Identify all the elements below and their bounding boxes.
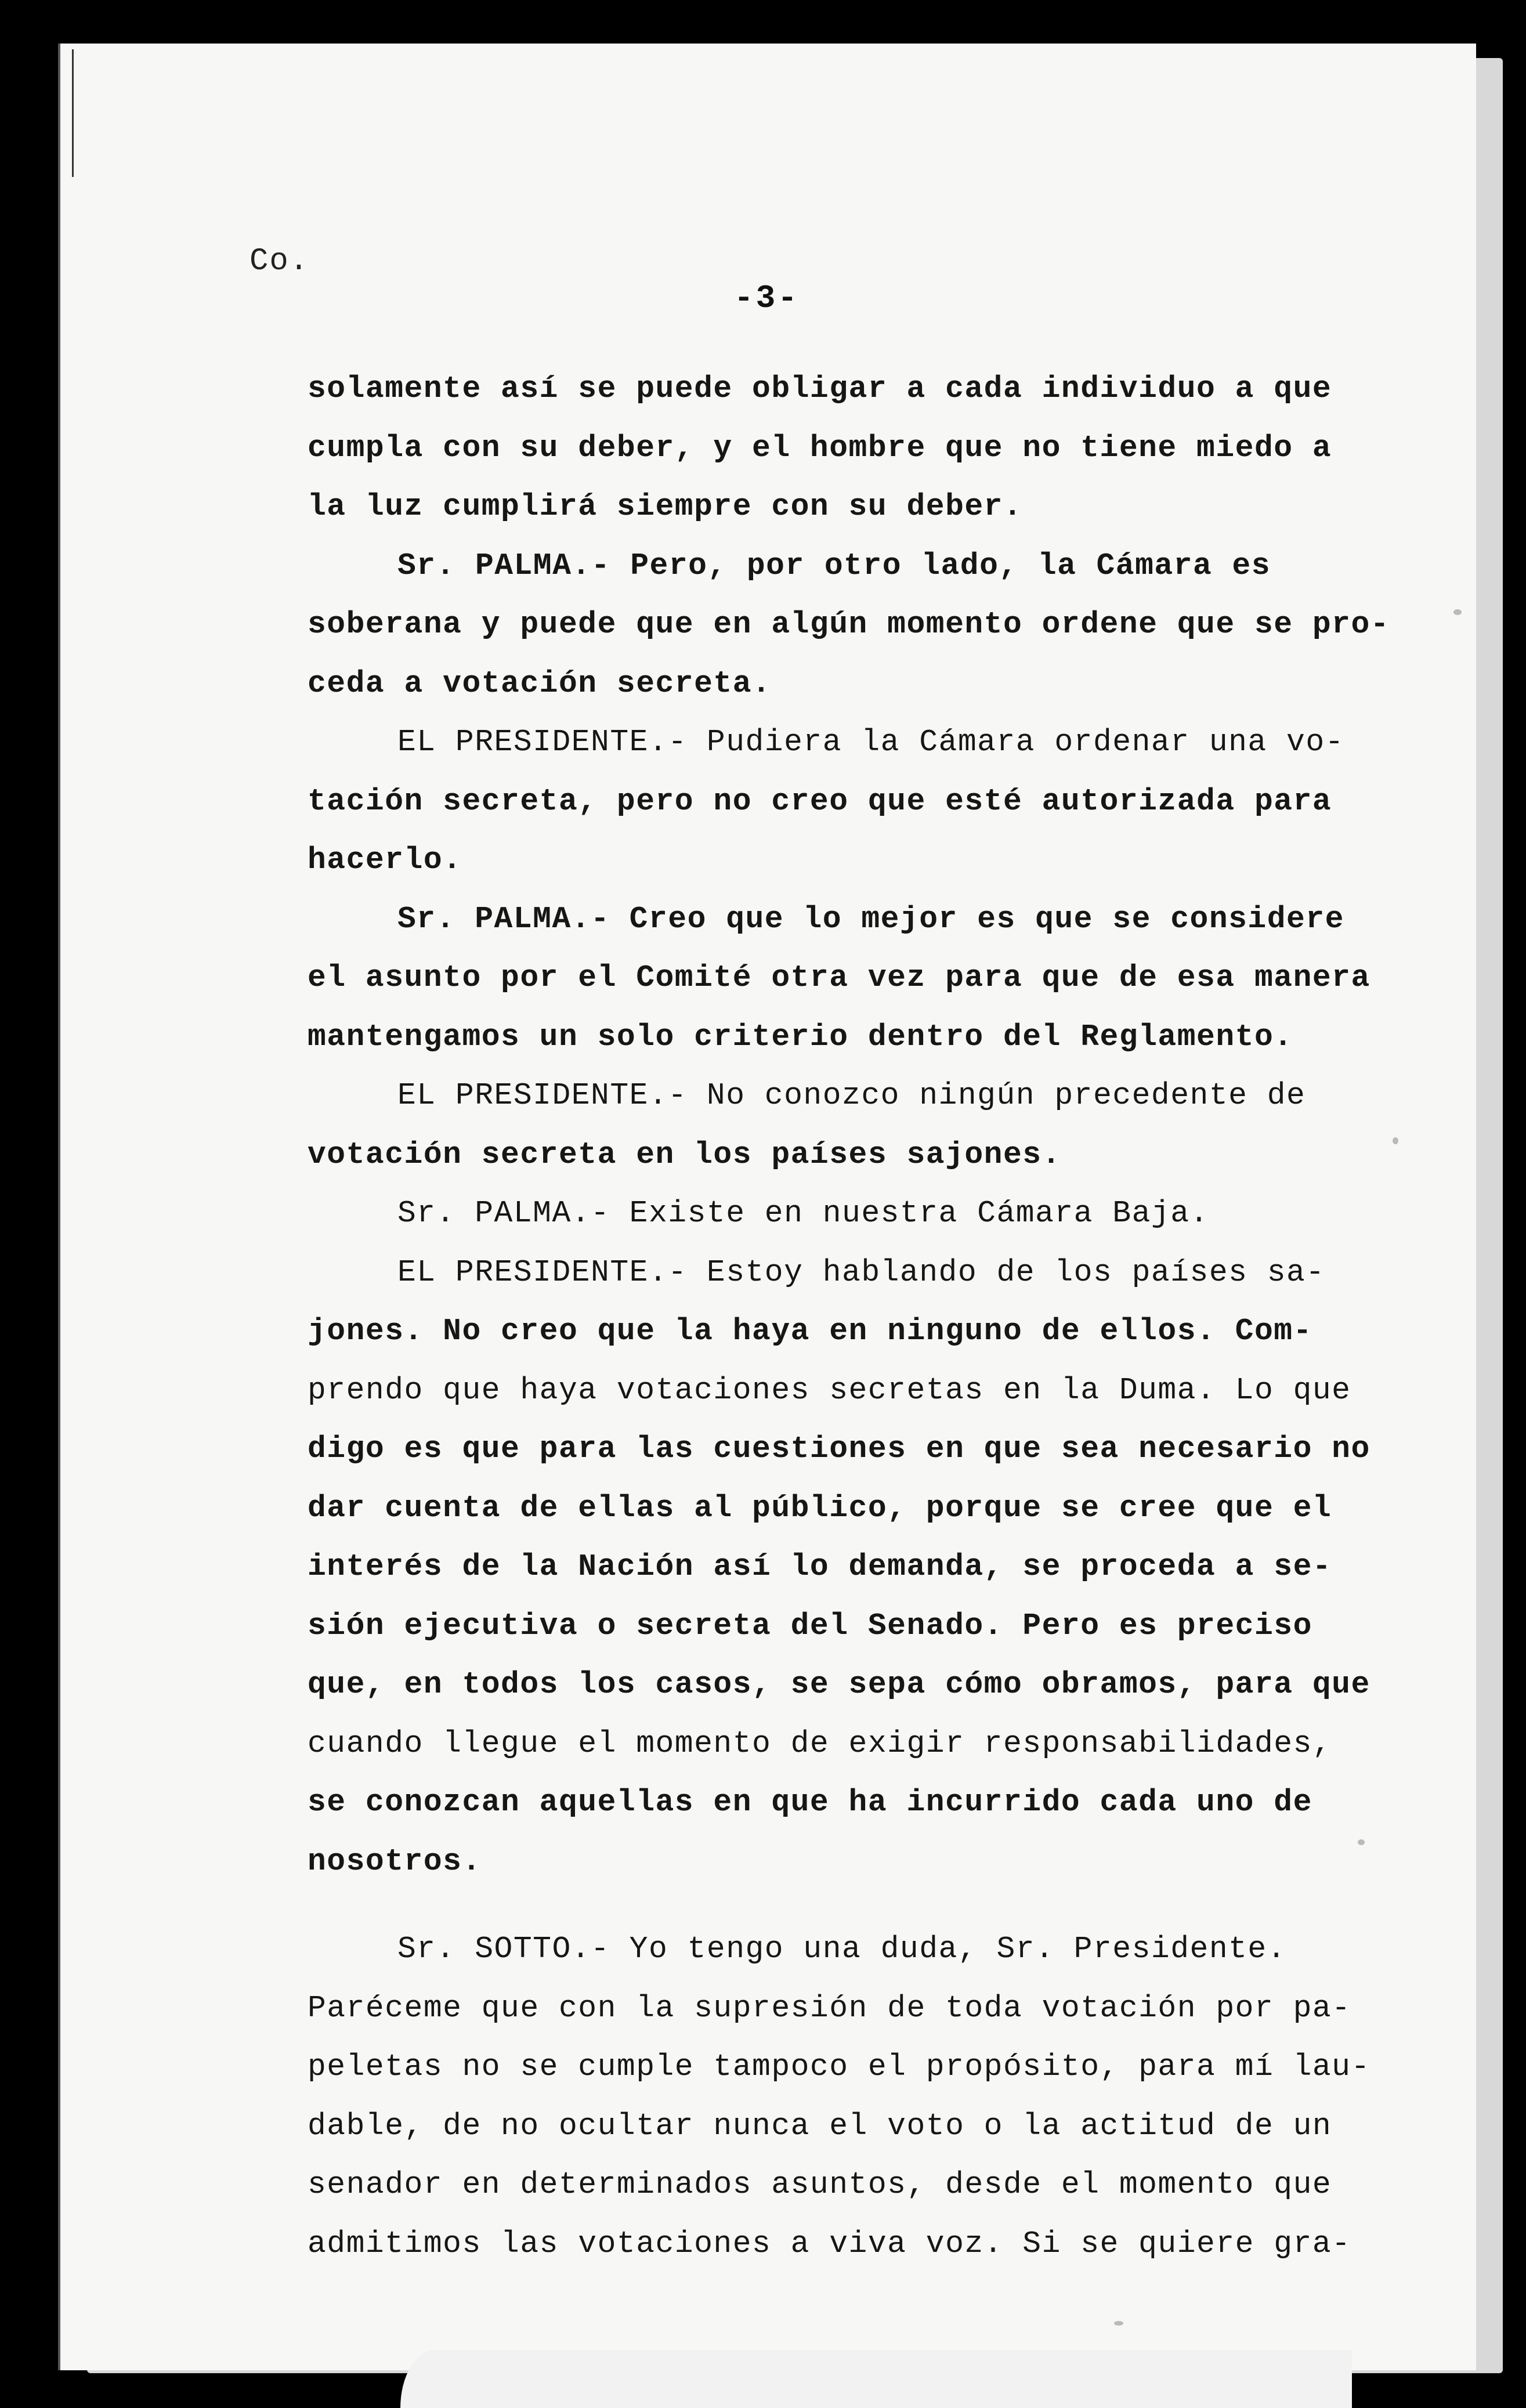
text-line: Sr. PALMA.- Pero, por otro lado, la Cámara es [397,548,1271,583]
text-line: EL PRESIDENTE.- Estoy hablando de los países sa- [397,1254,1325,1290]
text-line: Sr. SOTTO.- Yo tengo una duda, Sr. Presidente. [397,1932,1287,1966]
text-line: Paréceme que con la supresión de toda votación por pa- [308,1990,1351,2026]
text-line: Sr. PALMA.- Creo que lo mejor es que se considere [397,901,1344,937]
text-line: se conozcan aquellas en que ha incurrido cada uno de [308,1785,1312,1820]
text-line: admitimos las votaciones a viva voz. Si se quiere gra- [308,2226,1351,2261]
text-line: senador en determinados asuntos, desde el momento que [308,2167,1332,2202]
text-line: sión ejecutiva o secreta del Senado. Pero es preciso [308,1608,1312,1643]
text-line: jones. No creo que la haya en ninguno de ellos. Com- [308,1314,1312,1348]
text-line: ceda a votación secreta. [308,666,772,701]
text-line: nosotros. [308,1843,482,1879]
paper-speck [1114,2321,1123,2326]
text-line: que, en todos los casos, se sepa cómo obramos, para que [308,1667,1370,1702]
text-line: el asunto por el Comité otra vez para que de esa manera [308,960,1370,995]
text-line: soberana y puede que en algún momento ordene que se pro- [308,607,1390,642]
paper-speck [1453,609,1462,615]
text-line: prendo que haya votaciones secretas en la Duma. Lo que [308,1372,1351,1408]
text-line: votación secreta en los países sajones. [308,1137,1061,1172]
text-line: la luz cumplirá siempre con su deber. [308,489,1023,524]
bottom-paper-slip [400,2350,1352,2408]
text-line: digo es que para las cuestiones en que sea necesario no [308,1431,1370,1466]
text-line: EL PRESIDENTE.- No conozco ningún precedente de [397,1078,1306,1113]
text-line: tación secreta, pero no creo que esté autorizada para [308,783,1332,819]
body-text [308,360,1390,2273]
text-line: EL PRESIDENTE.- Pudiera la Cámara ordenar una vo- [397,725,1344,760]
text-line: cuando llegue el momento de exigir responsabilidades, [308,1726,1332,1761]
page-edge-mark [72,49,74,177]
text-line: solamente así se puede obligar a cada individuo a que [308,371,1332,406]
text-line: dable, de no ocultar nunca el voto o la actitud de un [308,2108,1332,2143]
paper-speck [1393,1137,1398,1144]
header-code: Co. [249,244,310,279]
text-line: hacerlo. [308,843,462,877]
text-line: dar cuenta de ellas al público, porque se cree que el [308,1490,1332,1525]
text-line: cumpla con su deber, y el hombre que no tiene miedo a [308,430,1332,465]
text-line: mantengamos un solo criterio dentro del Reglamento. [308,1019,1293,1054]
text-line: peletas no se cumple tampoco el propósito, para mí lau- [308,2049,1370,2084]
text-line: interés de la Nación así lo demanda, se proceda a se- [308,1549,1332,1584]
paper-speck [1358,1839,1365,1845]
page-number: -3- [734,280,800,317]
text-line: Sr. PALMA.- Existe en nuestra Cámara Baja. [397,1196,1209,1231]
